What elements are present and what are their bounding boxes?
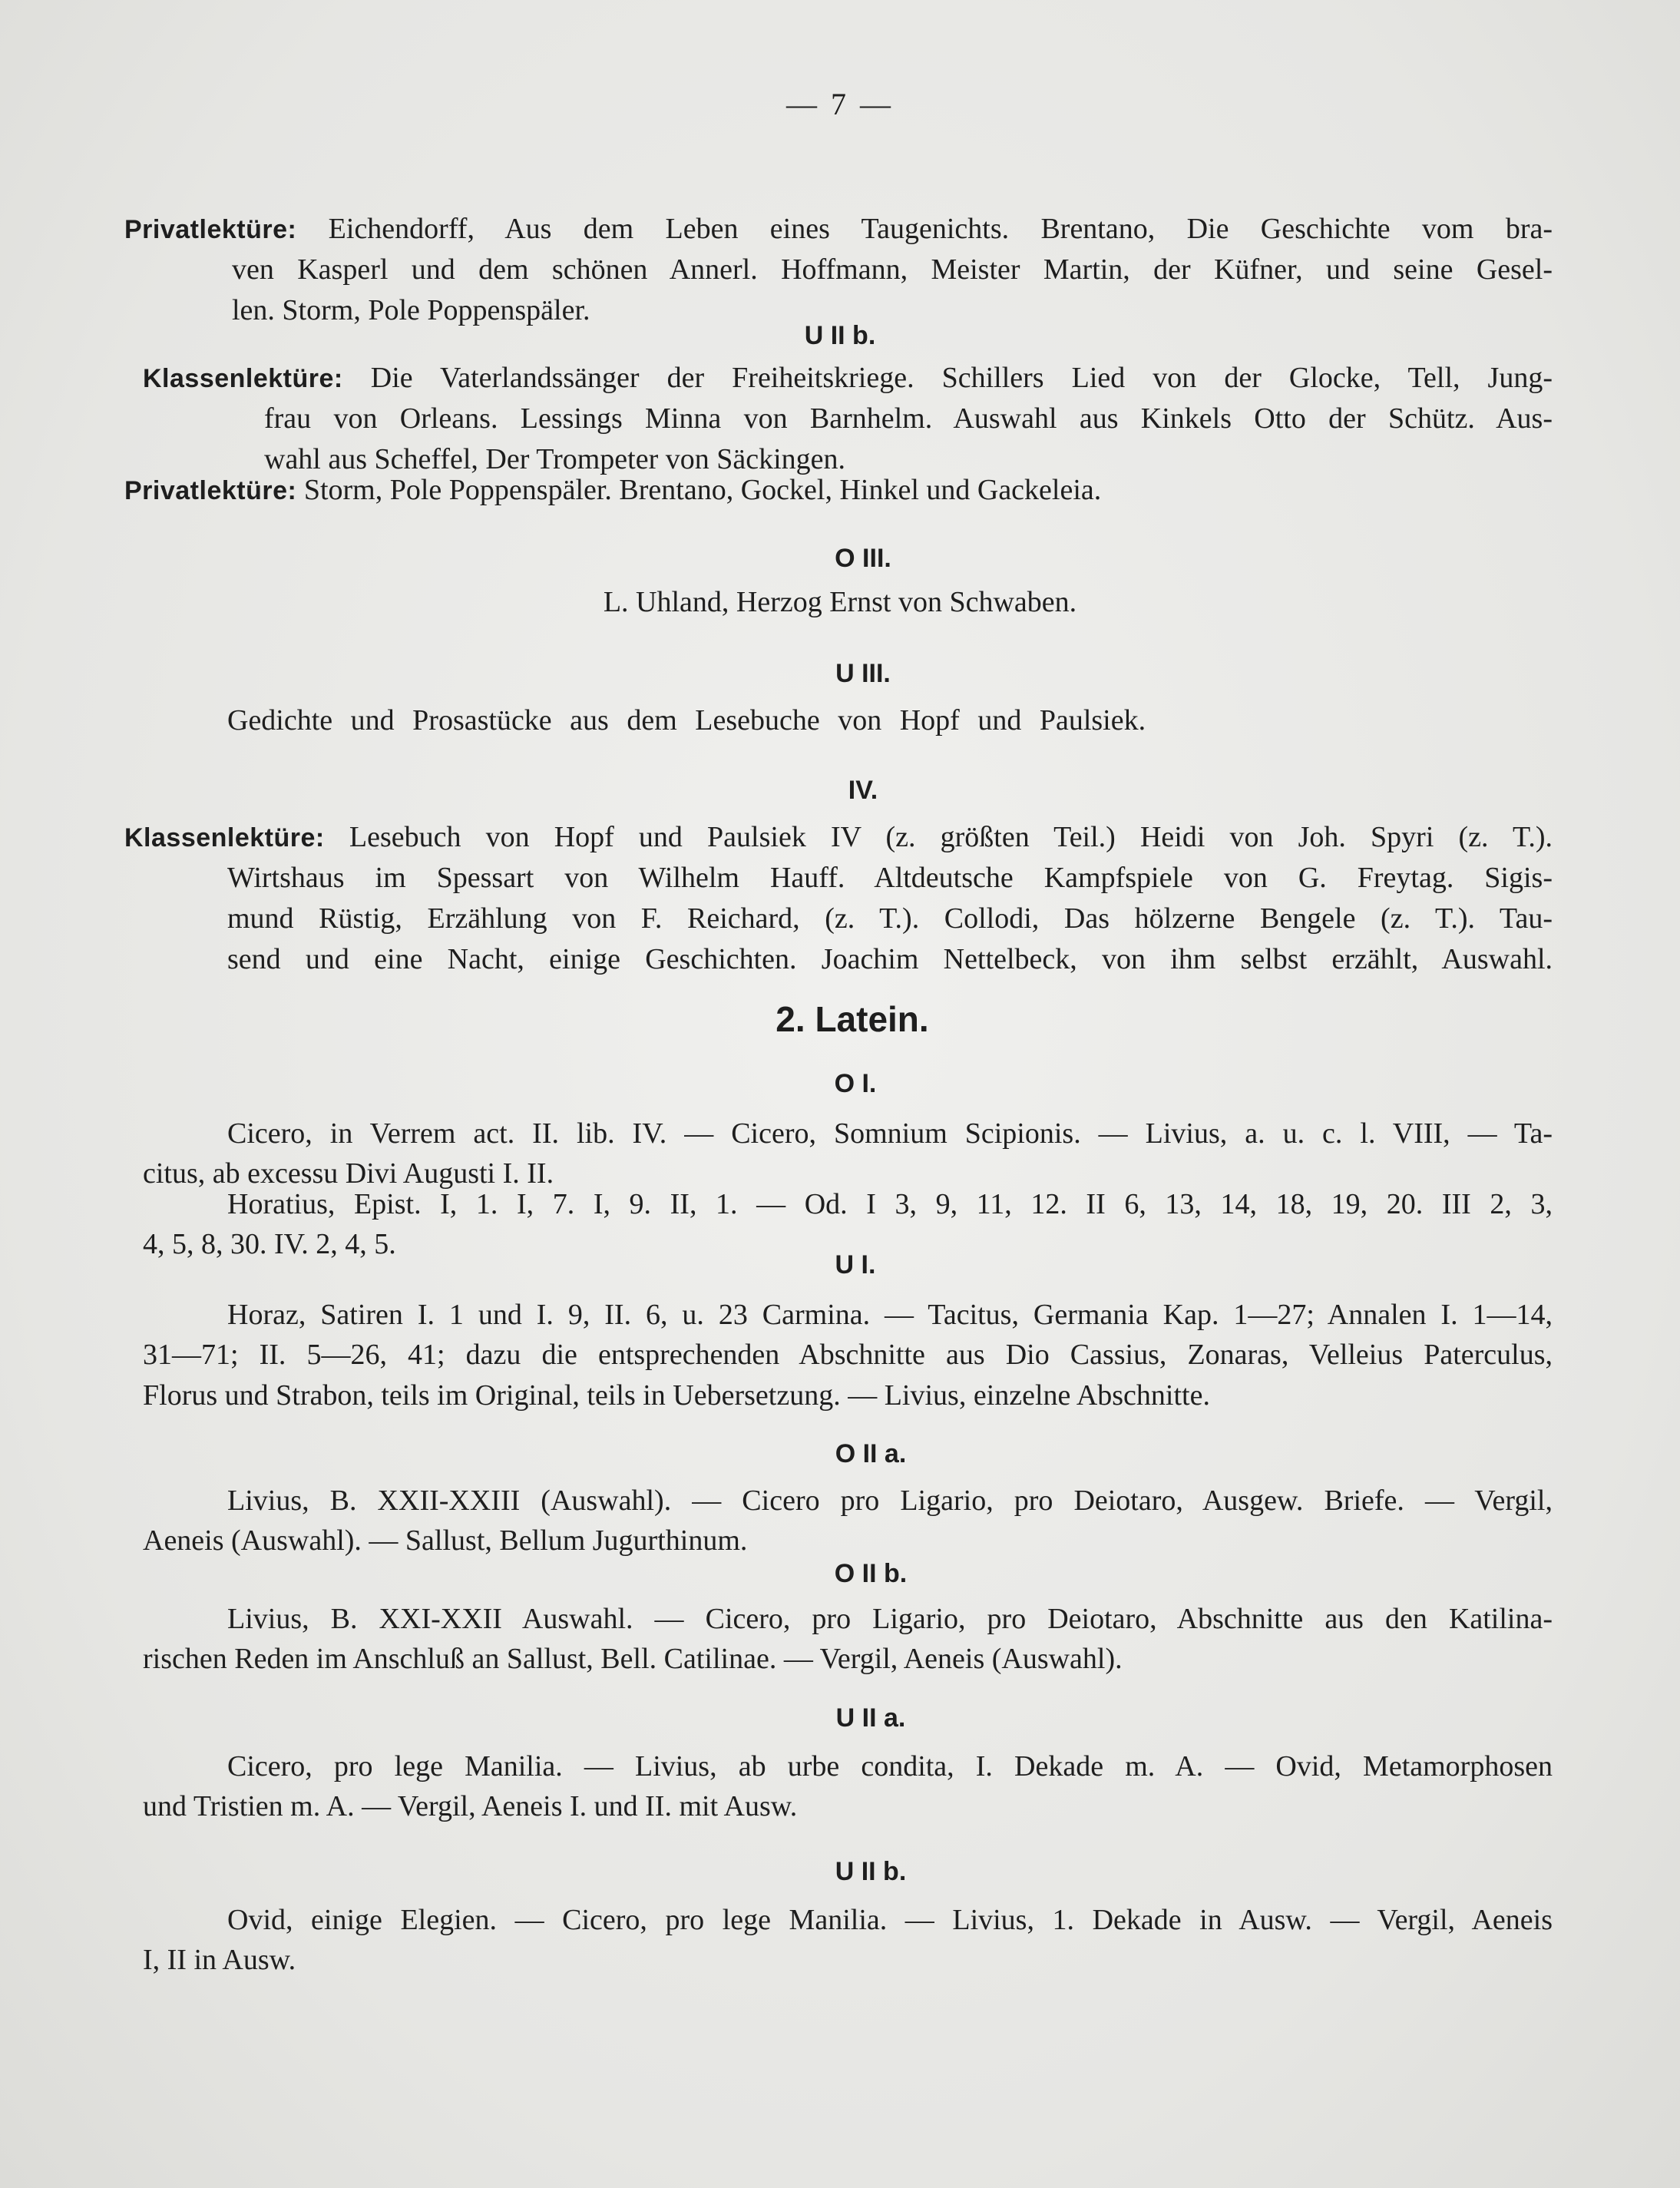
- klassenlektuere-u2b: [143, 358, 1553, 399]
- privatlektuere-label: Privatlektüre:: [124, 215, 297, 244]
- text-line: Horatius, Epist. I, 1. I, 7. I, 9. II, 1. — Od. I 3, 9, 11, 12. II 6, 13, 14, 18, 19, 20. III 2, 3,: [227, 1188, 1553, 1220]
- u2b-text: [227, 1900, 1553, 1941]
- text-line: I, II in Ausw.: [143, 1944, 296, 1976]
- o3-text: L. Uhland, Herzog Ernst von Schwaben.: [603, 586, 1077, 618]
- o2b-text: [227, 1599, 1553, 1640]
- u1-text: [227, 1295, 1553, 1336]
- text-line: Horaz, Satiren I. 1 und I. 9, II. 6, u. 23 Carmina. — Tacitus, Germania Kap. 1—27; Annalen I. 1—14,: [227, 1299, 1553, 1331]
- heading-o1: O I.: [834, 1069, 877, 1098]
- text-line: len. Storm, Pole Poppenspäler.: [232, 294, 590, 326]
- heading-u2b-deutsch: U II b.: [804, 321, 876, 350]
- text-line: ven Kasperl und dem schönen Annerl. Hoffmann, Meister Martin, der Küfner, und seine Gesel-: [232, 253, 1553, 286]
- text-line: Cicero, pro lege Manilia. — Livius, ab urbe condita, I. Dekade m. A. — Ovid, Metamorphosen: [227, 1750, 1553, 1783]
- o2b-text-cont: [143, 1639, 1553, 1680]
- o2a-text: [227, 1481, 1553, 1521]
- text-line: frau von Orleans. Lessings Minna von Barnhelm. Auswahl aus Kinkels Otto der Schütz. Aus-: [264, 402, 1553, 435]
- text-line: wahl aus Scheffel, Der Trompeter von Säckingen.: [264, 443, 846, 475]
- u1-text-cont: [143, 1335, 1553, 1416]
- u3-text: [227, 700, 1225, 741]
- heading-o3: O III.: [835, 544, 891, 573]
- text-line: Livius, B. XXI-XXII Auswahl. — Cicero, pro Ligario, pro Deiotaro, Abschnitte aus den Katilina-: [227, 1603, 1553, 1635]
- text-line: Gedichte und Prosastücke aus dem Lesebuche von Hopf und Paulsiek.: [227, 704, 1146, 737]
- text-line: send und eine Nacht, einige Geschichten. Joachim Nettelbeck, von ihm selbst erzählt, Auswahl.: [227, 943, 1553, 975]
- klassenlektuere-u2b-cont: [264, 399, 1553, 480]
- text-line: Klassenlektüre: Die Vaterlandssänger der Freiheitskriege. Schillers Lied von der Glocke, Tell, Jung-: [143, 362, 1553, 394]
- text-line: Aeneis (Auswahl). — Sallust, Bellum Jugurthinum.: [143, 1524, 748, 1557]
- heading-o2b: O II b.: [834, 1559, 908, 1588]
- heading-u1: U I.: [835, 1250, 876, 1279]
- privatlektuere-label: Privatlektüre:: [124, 476, 297, 505]
- text-line: Wirtshaus im Spessart von Wilhelm Hauff. Altdeutsche Kampfspiele von G. Freytag. Sigis-: [227, 862, 1553, 894]
- klassenlektuere-iv: [124, 817, 1553, 859]
- heading-o2a: O II a.: [835, 1439, 907, 1468]
- text-line: rischen Reden im Anschluß an Sallust, Bell. Catilinae. — Vergil, Aeneis (Auswahl).: [143, 1643, 1123, 1675]
- text-line: citus, ab excessu Divi Augusti I. II.: [143, 1157, 554, 1190]
- o1-text-horatius: [227, 1184, 1553, 1225]
- u2a-text-cont: [143, 1786, 1553, 1827]
- heading-iv: IV.: [848, 776, 878, 805]
- text-line: und Tristien m. A. — Vergil, Aeneis I. und II. mit Ausw.: [143, 1790, 798, 1822]
- o1-text: [227, 1114, 1553, 1154]
- privatlektuere-o2b-cont: [232, 250, 1553, 331]
- text-line: Klassenlektüre: Lesebuch von Hopf und Paulsiek IV (z. größten Teil.) Heidi von Joh. Spyri (z. T.).: [124, 821, 1553, 853]
- section-title-latein: 2. Latein.: [776, 999, 929, 1039]
- text-line: Ovid, einige Elegien. — Cicero, pro lege Manilia. — Livius, 1. Dekade in Ausw. — Vergil, Aeneis: [227, 1904, 1553, 1936]
- privatlektuere-u2b: [124, 470, 1430, 511]
- privatlektuere-o2b: [124, 209, 1553, 250]
- klassenlektuere-iv-cont: [227, 858, 1553, 980]
- text-line: Livius, B. XXII-XXIII (Auswahl). — Cicero pro Ligario, pro Deiotaro, Ausgew. Briefe. — Vergil,: [227, 1485, 1553, 1517]
- page-number: — 7 —: [786, 87, 894, 121]
- klassenlektuere-label: Klassenlektüre:: [124, 823, 325, 852]
- text-line: Cicero, in Verrem act. II. lib. IV. — Cicero, Somnium Scipionis. — Livius, a. u. c. l. VIII, — Ta-: [227, 1117, 1553, 1150]
- u2a-text: [227, 1746, 1553, 1787]
- text-line: mund Rüstig, Erzählung von F. Reichard, (z. T.). Collodi, Das hölzerne Bengele (z. T.). Tau-: [227, 902, 1553, 935]
- text-line: 31—71; II. 5—26, 41; dazu die entsprechenden Abschnitte aus Dio Cassius, Zonaras, Velleius Paterculus,: [143, 1339, 1553, 1371]
- text-line: Privatlektüre: Eichendorff, Aus dem Leben eines Taugenichts. Brentano, Die Geschichte vom bra-: [124, 213, 1553, 245]
- heading-u2a: U II a.: [835, 1703, 906, 1733]
- text-line: Privatlektüre: Storm, Pole Poppenspäler. Brentano, Gockel, Hinkel und Gackeleia.: [124, 474, 1102, 506]
- text-line: 4, 5, 8, 30. IV. 2, 4, 5.: [143, 1228, 396, 1260]
- u2b-text-cont: [143, 1940, 1553, 1981]
- o2a-text-cont: [143, 1521, 1553, 1561]
- heading-u2b-latein: U II b.: [835, 1857, 907, 1886]
- text-line: Florus und Strabon, teils im Original, teils in Uebersetzung. — Livius, einzelne Abschnitte.: [143, 1379, 1210, 1412]
- klassenlektuere-label: Klassenlektüre:: [143, 364, 343, 393]
- heading-u3: U III.: [835, 659, 891, 688]
